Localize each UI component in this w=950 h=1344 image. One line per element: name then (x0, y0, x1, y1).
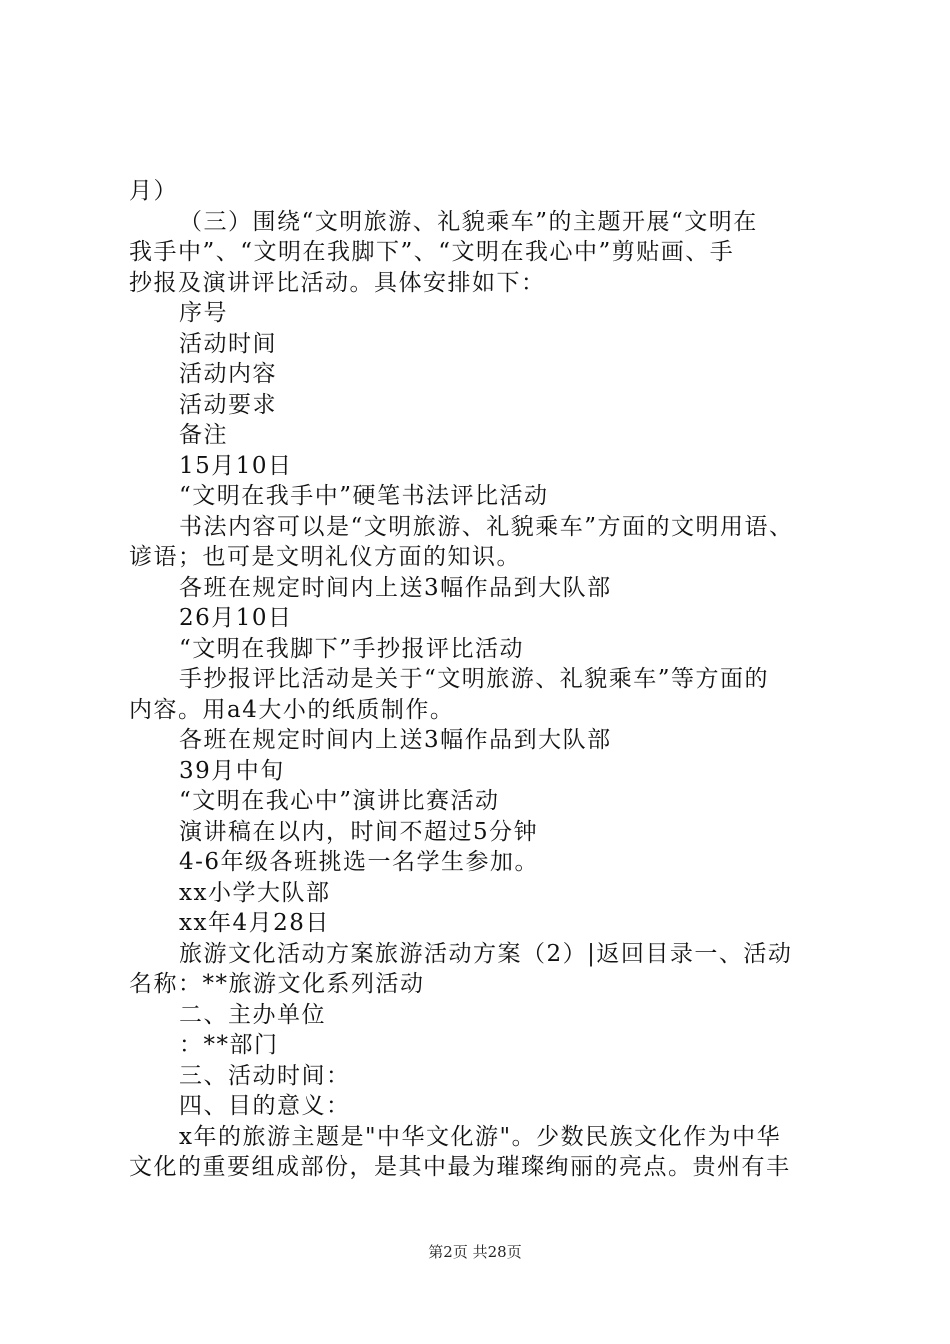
text-line: 旅游文化活动方案旅游活动方案（2）|返回目录一、活动 (179, 940, 793, 967)
text-line: xx年4月28日 (179, 910, 330, 936)
page-footer: 第2页 共28页 (428, 1243, 522, 1261)
text-line: xx小学大队部 (179, 879, 331, 906)
text-line: 手抄报评比活动是关于“文明旅游、礼貌乘车”等方面的 (179, 666, 770, 692)
text-line: 我手中”、“文明在我脚下”、“文明在我心中”剪贴画、手 (129, 239, 735, 265)
text-line: 演讲稿在以内，时间不超过5分钟 (179, 818, 539, 845)
text-line: 活动内容 (179, 361, 277, 387)
text-line: 月） (129, 178, 178, 204)
text-line: 39月中旬 (179, 757, 285, 784)
text-line: “文明在我脚下”手抄报评比活动 (179, 635, 525, 662)
text-line: 二、主办单位 (179, 1001, 326, 1028)
text-line: “文明在我手中”硬笔书法评比活动 (179, 483, 549, 509)
text-line: （三）围绕“文明旅游、礼貌乘车”的主题开展“文明在 (179, 208, 758, 235)
text-line: 书法内容可以是“文明旅游、礼貌乘车”方面的文明用语、 (179, 513, 794, 540)
text-line: 谚语；也可是文明礼仪方面的知识。 (129, 544, 521, 570)
text-line: 各班在规定时间内上送3幅作品到大队部 (179, 574, 612, 601)
text-line: 名称：**旅游文化系列活动 (129, 971, 425, 997)
text-line: 活动要求 (179, 391, 277, 418)
text-line: 内容。用a4大小的纸质制作。 (129, 696, 455, 723)
text-line: 序号 (179, 300, 228, 326)
text-line: ：**部门 (179, 1032, 279, 1058)
text-line: “文明在我心中”演讲比赛活动 (179, 788, 500, 814)
text-line: 文化的重要组成部份，是其中最为璀璨绚丽的亮点。贵州有丰 (129, 1154, 791, 1180)
text-line: 活动时间 (179, 330, 277, 357)
text-line: 各班在规定时间内上送3幅作品到大队部 (179, 727, 612, 753)
text-line: 三、活动时间： (179, 1062, 351, 1089)
text-line: 15月10日 (179, 452, 293, 479)
text-line: 26月10日 (179, 605, 293, 631)
text-line: 4-6年级各班挑选一名学生参加。 (179, 849, 540, 875)
text-line: 备注 (179, 422, 228, 448)
document-body (129, 176, 834, 1183)
text-line: 抄报及演讲评比活动。具体安排如下： (129, 269, 546, 296)
text-line: 四、目的意义： (179, 1093, 351, 1119)
text-line: x年的旅游主题是"中华文化游"。少数民族文化作为中华 (179, 1123, 782, 1150)
